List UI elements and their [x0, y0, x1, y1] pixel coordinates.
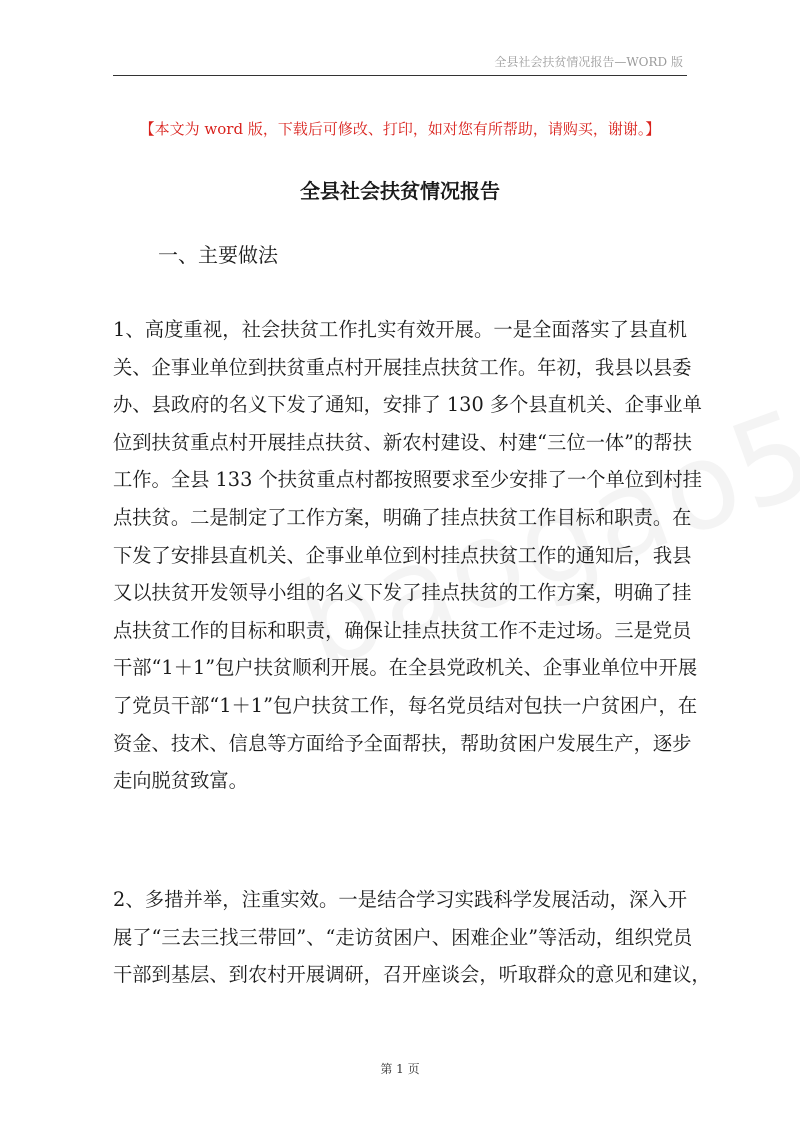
paragraph-line: 点扶贫。二是制定了工作方案，明确了挂点扶贫工作目标和职责。在 [113, 505, 692, 529]
paragraph-line: 位到扶贫重点村开展挂点扶贫、新农村建设、村建“三位一体”的帮扶 [113, 430, 692, 454]
paragraph-line: 了党员干部“1＋1”包户扶贫工作，每名党员结对包扶一户贫困户，在 [113, 693, 698, 717]
paragraph-line: 资金、技术、信息等方面给予全面帮扶，帮助贫困户发展生产，逐步 [113, 731, 692, 755]
paragraph-line: 又以扶贫开发领导小组的名义下发了挂点扶贫的工作方案，明确了挂 [113, 581, 692, 605]
section-heading: 一、主要做法 [158, 243, 278, 267]
purchase-notice: 【本文为 word 版，下载后可修改、打印，如对您有所帮助，请购买，谢谢。】 [139, 120, 661, 138]
page-header-title: 全县社会扶贫情况报告—WORD 版 [494, 55, 683, 69]
paragraph-line: 办、县政府的名义下发了通知，安排了 130 多个县直机关、企事业单 [113, 393, 702, 417]
paragraph-2 [113, 881, 711, 994]
paragraph-line: 干部“1＋1”包户扶贫顺利开展。在全县党政机关、企事业单位中开展 [113, 656, 698, 680]
paragraph-line: 1、高度重视，社会扶贫工作扎实有效开展。一是全面落实了县直机 [113, 318, 687, 341]
paragraph-1 [113, 311, 702, 800]
paragraph-line: 干部到基层、到农村开展调研，召开座谈会，听取群众的意见和建议， [113, 963, 711, 987]
document-title: 全县社会扶贫情况报告 [300, 179, 500, 203]
page-number: 第 1 页 [380, 1062, 420, 1076]
header-divider [113, 75, 687, 76]
paragraph-line: 关、企事业单位到扶贫重点村开展挂点扶贫工作。年初，我县以县委 [113, 355, 692, 379]
paragraph-line: 工作。全县 133 个扶贫重点村都按照要求至少安排了一个单位到村挂 [113, 468, 702, 492]
paragraph-line: 2、多措并举，注重实效。一是结合学习实践科学发展活动，深入开 [113, 888, 687, 911]
paragraph-line: 展了“三去三找三带回”、“走访贫困户、困难企业”等活动，组织党员 [113, 925, 693, 949]
paragraph-line: 点扶贫工作的目标和职责，确保让挂点扶贫工作不走过场。三是党员 [113, 618, 692, 642]
paragraph-line: 下发了安排县直机关、企事业单位到村挂点扶贫工作的通知后，我县 [113, 543, 692, 567]
paragraph-line: 走向脱贫致富。 [113, 769, 248, 793]
